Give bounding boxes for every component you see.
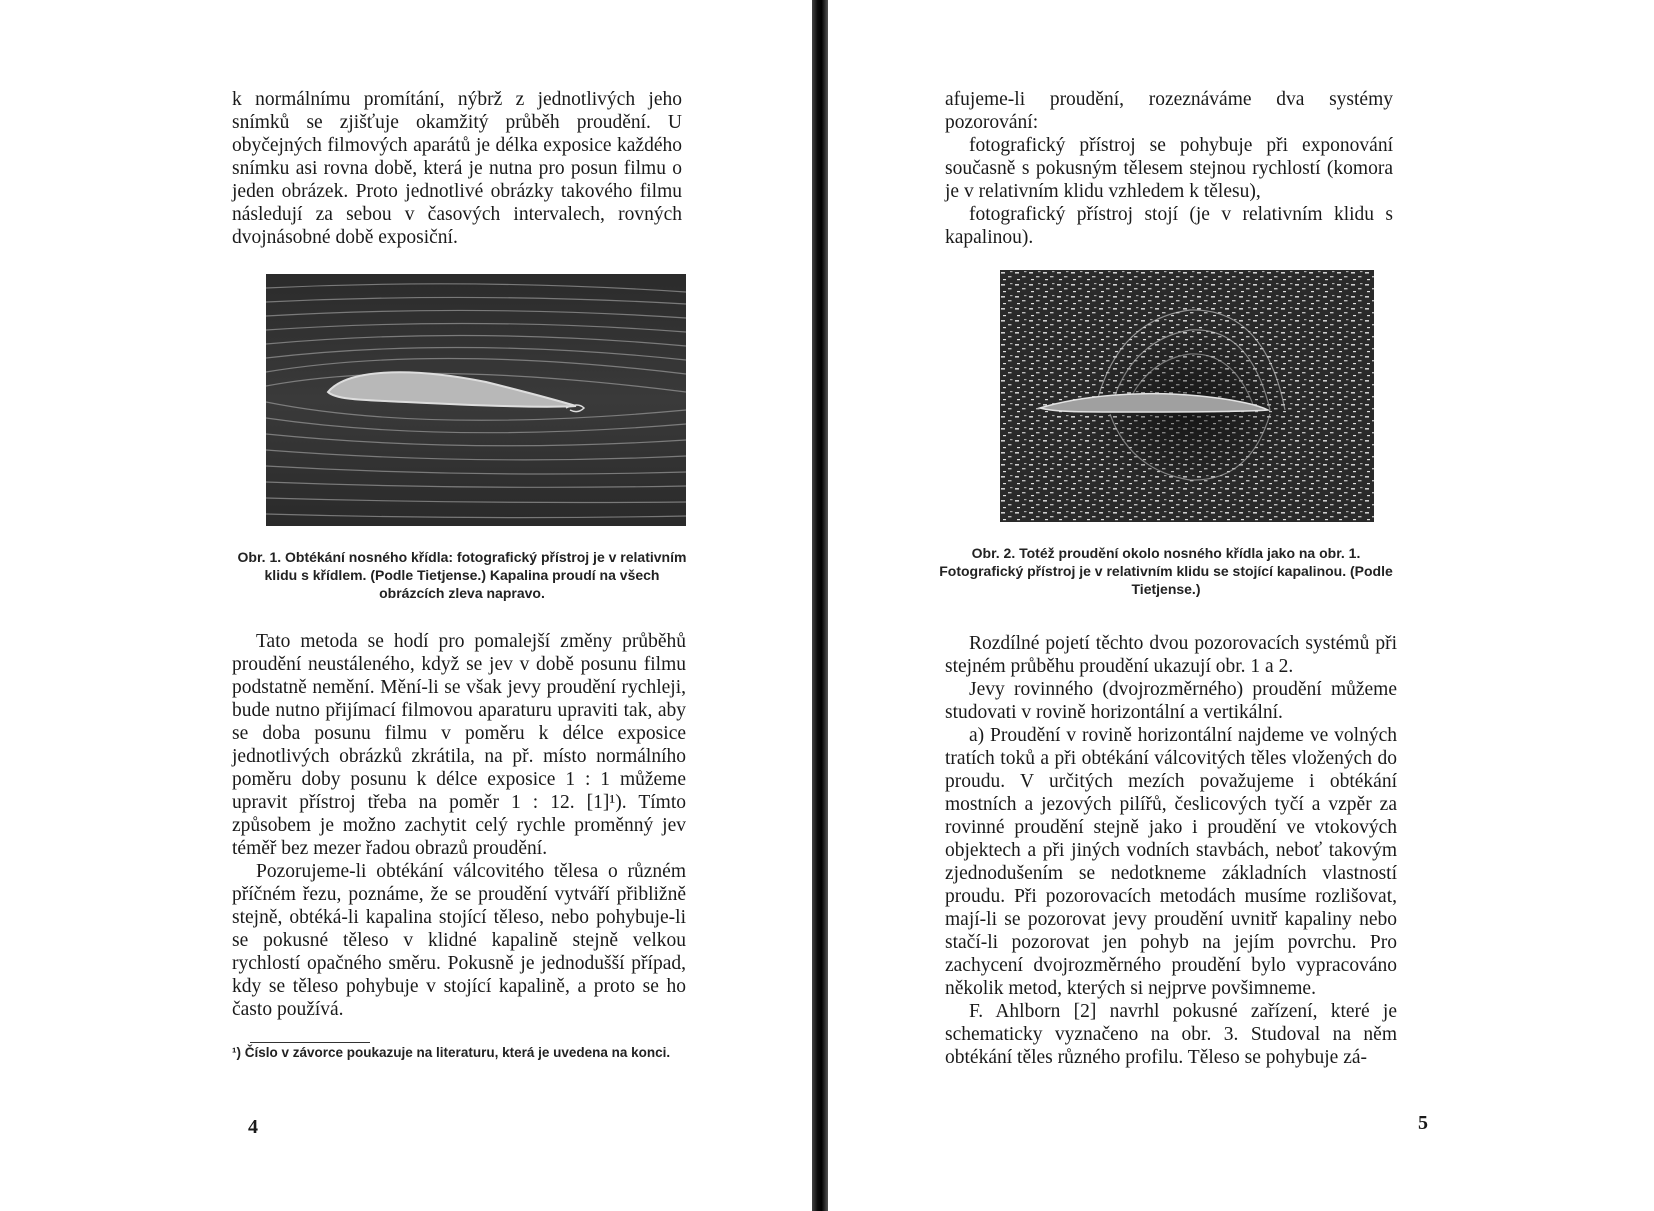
figure-1-caption: Obr. 1. Obtékání nosného křídla: fotografický přístroj je v relativním klidu s křídlem. (Podle Tietjense.) Kapalina proudí na všech obrázcích zleva napravo. bbox=[237, 549, 687, 601]
right-body-text bbox=[945, 632, 1397, 1069]
right-paragraph-4: F. Ahlborn [2] navrhl pokusné zařízení, které je schematicky vyznačeno na obr. 3. Studoval na něm obtékání těles různého profilu. Těleso se pohybuje zá- bbox=[945, 1001, 1397, 1068]
figure-2-airfoil-photo bbox=[1000, 270, 1374, 522]
left-paragraph-1: Tato metoda se hodí pro pomalejší změny průběhů proudění neustáleného, když se jev v době posunu filmu podstatně nemění. Mění-li se však jevy proudění rychleji, bude nutno přijímací filmovou aparaturu upraviti tak, aby se doba posunu filmu v poměru k délce exposice jednotlivých obrázků zkrátila, na př. místo normálního poměru doby posunu k délce exposice 1 : 1 můžeme upravit přístroj třeba na poměr 1 : 12. [1]¹). Tímto způsobem je možno zachytit celý rychle proměnný jev téměř bez mezer řadou obrazů proudění. bbox=[232, 631, 686, 859]
right-top-paragraph: afujeme-li proudění, rozeznáváme dva systémy pozorování: bbox=[945, 89, 1393, 133]
figure-1-airfoil-photo bbox=[266, 274, 686, 526]
book-gutter bbox=[812, 0, 828, 1211]
right-top-text bbox=[945, 88, 1393, 249]
right-page-number: 5 bbox=[1418, 1112, 1428, 1134]
left-top-paragraph: k normálnímu promítání, nýbrž z jednotlivých jeho snímků se zjišťuje okamžitý průběh proudění. U obyčejných filmových aparátů je délka exposice každého snímku asi rovna době, která je nutna pro posun filmu o jeden obrázek. Proto jednotlivé obrázky takového filmu následují za sebou v časových intervalech, rovných dvojnásobné době exposiční. bbox=[232, 89, 682, 248]
right-paragraph-3: a) Proudění v rovině horizontální najdeme ve volných tratích toků a při obtékání válcovitých těles vložených do proudu. V určitých mezích považujeme i obtékání mostních a jezových pilířů, česlicových tyčí a vzpěr za rovinné proudění stejně jako i proudění ve vtokových objektech a při jiných vodních stavbách, neboť takovým zjednodušením se nedotkneme základních vlastností proudu. Při pozorovacích metodách musíme rozlišovat, mají-li se pozorovat jevy proudění uvnitř kapaliny nebo stačí-li pozorovat jen pohyb na jejím povrchu. Pro zachycení dvojrozměrného proudění bylo vypracováno několik metod, kterých si nejprve povšimneme. bbox=[945, 725, 1397, 999]
left-page bbox=[0, 0, 812, 1211]
footnote: ¹) Číslo v závorce poukazuje na literaturu, která je uvedena na konci. bbox=[232, 1045, 671, 1060]
right-item-1: fotografický přístroj se pohybuje při exponování současně s pokusným tělesem stejnou rychlostí (komora je v relativním klidu vzhledem k tělesu), bbox=[945, 135, 1393, 202]
left-body-text bbox=[232, 630, 686, 1021]
airfoil-streamlines-image bbox=[266, 274, 686, 526]
left-page-number: 4 bbox=[248, 1116, 258, 1138]
left-paragraph-2: Pozorujeme-li obtékání válcovitého tělesa o různém příčném řezu, poznáme, že se proudění vytváří přibližně stejně, obtéká-li kapalina stojící těleso, nebo pohybuje-li se pokusné těleso v klidné kapalině stejně velkou rychlostí opačného směru. Pokusně je jednodušší případ, kdy se těleso pohybuje v stojící kapalině, a proto se ho často používá. bbox=[232, 861, 686, 1020]
right-page bbox=[828, 0, 1654, 1211]
right-paragraph-2: Jevy rovinného (dvojrozměrného) proudění můžeme studovati v rovině horizontální a vertikální. bbox=[945, 679, 1397, 723]
right-paragraph-1: Rozdílné pojetí těchto dvou pozorovacích systémů při stejném průběhu proudění ukazují obr. 1 a 2. bbox=[945, 633, 1397, 677]
airfoil-particles-image bbox=[1000, 270, 1374, 522]
figure-2-caption: Obr. 2. Totéž proudění okolo nosného křídla jako na obr. 1. Fotografický přístroj je v relativním klidu se stojící kapalinou. (Podle Tietjense.) bbox=[939, 545, 1393, 597]
right-item-2: fotografický přístroj stojí (je v relativním klidu s kapalinou). bbox=[945, 204, 1393, 248]
footnote-rule bbox=[250, 1042, 370, 1043]
